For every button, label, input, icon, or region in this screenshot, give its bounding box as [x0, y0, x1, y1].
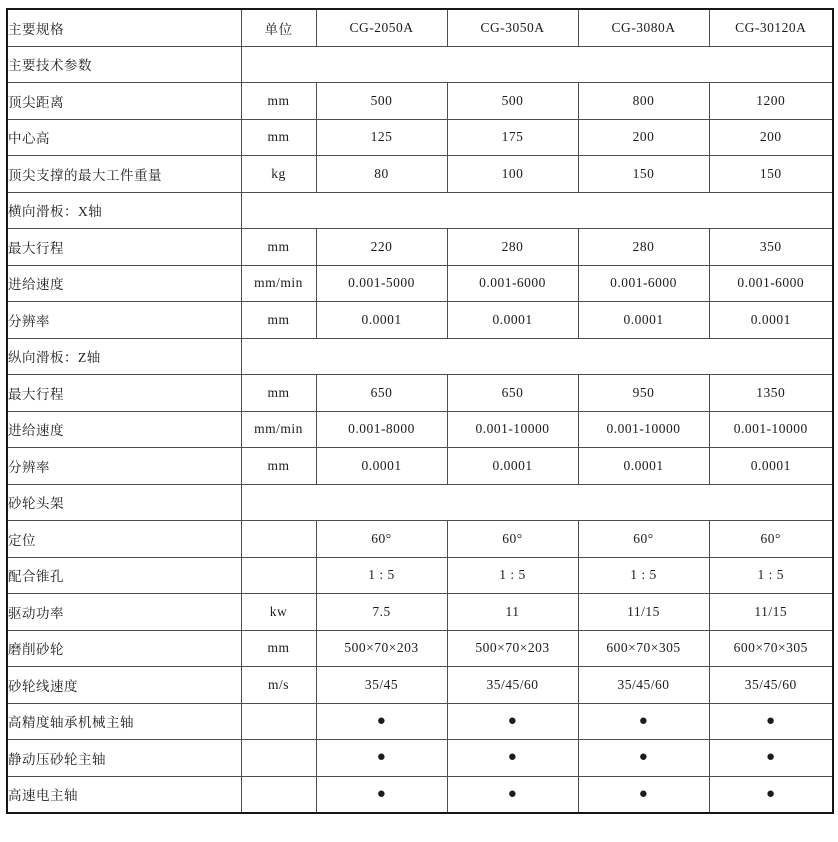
spec-value: 0.001-5000	[316, 265, 447, 302]
spec-unit: kg	[241, 156, 316, 193]
spec-unit: mm	[241, 119, 316, 156]
spec-value: 35/45/60	[578, 667, 709, 704]
spec-unit	[241, 703, 316, 740]
availability-dot: ●	[316, 740, 447, 777]
spec-value: 650	[316, 375, 447, 412]
spec-value: 0.001-6000	[578, 265, 709, 302]
spec-value: 60°	[316, 521, 447, 558]
spec-value: 0.0001	[447, 448, 578, 485]
spec-value: 1 : 5	[447, 557, 578, 594]
spec-value: 1350	[709, 375, 833, 412]
table-row	[7, 740, 833, 777]
availability-dot: ●	[447, 740, 578, 777]
availability-dot: ●	[447, 703, 578, 740]
availability-dot: ●	[709, 703, 833, 740]
header-row	[7, 9, 833, 46]
spec-value: 0.0001	[447, 302, 578, 339]
section-empty-cell	[241, 484, 833, 521]
section-row	[7, 192, 833, 229]
header-model-cg3080a: CG-3080A	[578, 9, 709, 46]
spec-value: 0.0001	[316, 448, 447, 485]
spec-value: 80	[316, 156, 447, 193]
section-empty-cell	[241, 192, 833, 229]
table-row	[7, 302, 833, 339]
spec-value: 0.0001	[709, 448, 833, 485]
spec-label: 磨削砂轮	[7, 630, 241, 667]
spec-label: 最大行程	[7, 375, 241, 412]
spec-value: 60°	[709, 521, 833, 558]
spec-value: 0.001-10000	[709, 411, 833, 448]
table-row	[7, 156, 833, 193]
spec-value: 500	[447, 83, 578, 120]
section-label: 纵向滑板：Z轴	[7, 338, 241, 375]
spec-unit	[241, 740, 316, 777]
spec-label: 进给速度	[7, 411, 241, 448]
spec-value: 600×70×305	[709, 630, 833, 667]
table-row	[7, 776, 833, 813]
spec-unit: mm	[241, 229, 316, 266]
spec-value: 0.0001	[709, 302, 833, 339]
spec-value: 500×70×203	[447, 630, 578, 667]
spec-label: 中心高	[7, 119, 241, 156]
availability-dot: ●	[578, 776, 709, 813]
spec-value: 1 : 5	[578, 557, 709, 594]
table-row	[7, 630, 833, 667]
spec-value: 0.001-6000	[447, 265, 578, 302]
header-model-cg2050a: CG-2050A	[316, 9, 447, 46]
spec-unit: mm	[241, 375, 316, 412]
spec-unit: mm	[241, 302, 316, 339]
table-row	[7, 448, 833, 485]
spec-value: 0.0001	[316, 302, 447, 339]
spec-value: 500×70×203	[316, 630, 447, 667]
table-row	[7, 229, 833, 266]
spec-value: 7.5	[316, 594, 447, 631]
spec-value: 0.001-8000	[316, 411, 447, 448]
spec-value: 11	[447, 594, 578, 631]
spec-value: 0.0001	[578, 302, 709, 339]
spec-value: 800	[578, 83, 709, 120]
spec-label: 配合锥孔	[7, 557, 241, 594]
spec-value: 1 : 5	[709, 557, 833, 594]
spec-value: 600×70×305	[578, 630, 709, 667]
table-row	[7, 594, 833, 631]
spec-value: 175	[447, 119, 578, 156]
spec-value: 1 : 5	[316, 557, 447, 594]
spec-value: 11/15	[709, 594, 833, 631]
table-row	[7, 83, 833, 120]
spec-value: 60°	[578, 521, 709, 558]
availability-dot: ●	[709, 776, 833, 813]
spec-value: 60°	[447, 521, 578, 558]
spec-value: 0.0001	[578, 448, 709, 485]
spec-value: 1200	[709, 83, 833, 120]
availability-dot: ●	[447, 776, 578, 813]
section-label: 横向滑板：X轴	[7, 192, 241, 229]
table-row	[7, 557, 833, 594]
availability-dot: ●	[578, 740, 709, 777]
header-spec-label: 主要规格	[7, 9, 241, 46]
spec-label: 驱动功率	[7, 594, 241, 631]
spec-value: 280	[447, 229, 578, 266]
header-model-cg3050a: CG-3050A	[447, 9, 578, 46]
availability-dot: ●	[578, 703, 709, 740]
spec-value: 950	[578, 375, 709, 412]
spec-unit: mm/min	[241, 411, 316, 448]
section-row	[7, 338, 833, 375]
spec-label: 最大行程	[7, 229, 241, 266]
spec-unit	[241, 521, 316, 558]
spec-unit: m/s	[241, 667, 316, 704]
spec-value: 650	[447, 375, 578, 412]
availability-dot: ●	[316, 776, 447, 813]
section-label: 主要技术参数	[7, 46, 241, 83]
spec-unit: mm/min	[241, 265, 316, 302]
spec-value: 0.001-6000	[709, 265, 833, 302]
section-row	[7, 46, 833, 83]
spec-value: 150	[709, 156, 833, 193]
table-row	[7, 411, 833, 448]
table-row	[7, 703, 833, 740]
table-row	[7, 119, 833, 156]
spec-unit: mm	[241, 630, 316, 667]
table-row	[7, 521, 833, 558]
spec-label: 砂轮线速度	[7, 667, 241, 704]
spec-value: 150	[578, 156, 709, 193]
section-empty-cell	[241, 46, 833, 83]
table-row	[7, 265, 833, 302]
spec-value: 350	[709, 229, 833, 266]
header-unit-label: 单位	[241, 9, 316, 46]
spec-value: 35/45	[316, 667, 447, 704]
spec-value: 220	[316, 229, 447, 266]
spec-table	[6, 8, 834, 814]
spec-value: 100	[447, 156, 578, 193]
table-row	[7, 375, 833, 412]
spec-unit: mm	[241, 83, 316, 120]
spec-value: 11/15	[578, 594, 709, 631]
spec-label: 进给速度	[7, 265, 241, 302]
spec-label: 高精度轴承机械主轴	[7, 703, 241, 740]
spec-label: 静动压砂轮主轴	[7, 740, 241, 777]
spec-value: 0.001-10000	[447, 411, 578, 448]
spec-unit: kw	[241, 594, 316, 631]
spec-unit: mm	[241, 448, 316, 485]
spec-value: 35/45/60	[447, 667, 578, 704]
spec-label: 分辨率	[7, 448, 241, 485]
spec-label: 定位	[7, 521, 241, 558]
spec-value: 125	[316, 119, 447, 156]
spec-label: 顶尖距离	[7, 83, 241, 120]
spec-value: 35/45/60	[709, 667, 833, 704]
spec-value: 500	[316, 83, 447, 120]
spec-label: 分辨率	[7, 302, 241, 339]
spec-value: 280	[578, 229, 709, 266]
section-empty-cell	[241, 338, 833, 375]
availability-dot: ●	[709, 740, 833, 777]
table-row	[7, 667, 833, 704]
header-model-cg30120a: CG-30120A	[709, 9, 833, 46]
spec-unit	[241, 557, 316, 594]
spec-label: 顶尖支撑的最大工件重量	[7, 156, 241, 193]
availability-dot: ●	[316, 703, 447, 740]
spec-value: 200	[709, 119, 833, 156]
section-label: 砂轮头架	[7, 484, 241, 521]
spec-label: 高速电主轴	[7, 776, 241, 813]
spec-value: 200	[578, 119, 709, 156]
spec-value: 0.001-10000	[578, 411, 709, 448]
spec-unit	[241, 776, 316, 813]
section-row	[7, 484, 833, 521]
